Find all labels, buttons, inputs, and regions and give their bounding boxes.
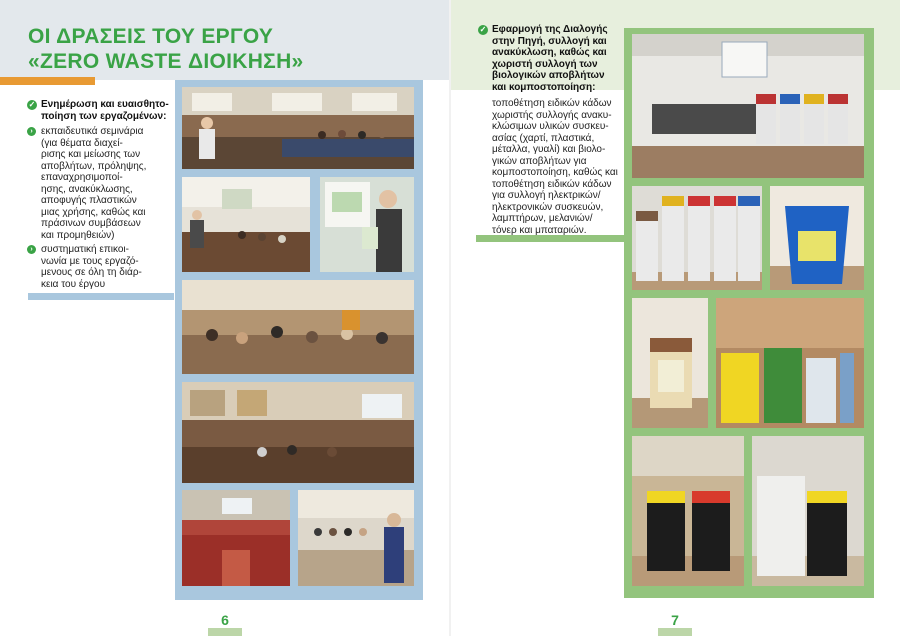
page-number-left: 6 [221, 612, 229, 628]
item-line: μιας χρήσης, καθώς και [41, 206, 146, 218]
item-line: συστηματική επικοι- [41, 244, 129, 255]
right-column-rule [476, 235, 624, 242]
page-spine [449, 0, 451, 636]
heading-line: στην Πηγή, συλλογή και [492, 35, 607, 47]
body-line: ηλεκτρονικών συσκευών, [492, 201, 604, 213]
photo-workshop-audience [182, 280, 414, 374]
heading-line: Εφαρμογή της Διαλογής [492, 24, 608, 35]
list-item [27, 126, 175, 241]
body-line: τοποθέτηση ειδικών κάδων [492, 178, 612, 190]
photo-lecture [298, 490, 414, 586]
heading-line: ανακύκλωση, καθώς και [492, 47, 607, 58]
check-circle-icon: ✓ [28, 100, 36, 109]
photo-blue-bin [770, 186, 864, 290]
item-line: ρισης και μείωσης των [41, 149, 141, 160]
heading-line: ποίηση των εργαζομένων: [41, 110, 167, 122]
heading-line: χωριστή συλλογή των [492, 58, 598, 70]
body-line: γικών αποβλήτων για [492, 155, 587, 167]
body-line: μέταλλα, γυαλί) και βιολο- [492, 144, 606, 155]
check-circle-icon: ✓ [479, 25, 487, 34]
photo-presenter [320, 177, 414, 272]
left-column-rule [28, 293, 174, 300]
section-body [478, 98, 624, 236]
item-line: αποφυγής πλαστικών [41, 195, 137, 206]
title-line-1: ΟΙ ΔΡΑΣΕΙΣ ΤΟΥ ΕΡΓΟΥ [28, 25, 274, 48]
photo-conference-room [182, 382, 414, 483]
body-line: τόνερ και μπαταριών. [492, 224, 587, 236]
heading-line: και κομποστοποίηση: [492, 81, 596, 93]
photo-meeting-room [182, 177, 310, 272]
heading-line: βιολογικών αποβλήτων [492, 70, 605, 81]
body-line: χωριστής συλλογής ανακυ- [492, 109, 612, 121]
item-line: επαναχρησιμοποί- [41, 172, 123, 183]
photo-copier-bin [752, 436, 864, 586]
item-line: ησης, ανακύκλωσης, [41, 183, 133, 195]
body-line: τοποθέτηση ειδικών κάδων [492, 98, 612, 109]
right-text-column [478, 24, 624, 236]
item-line: νωνία με τους εργαζό- [41, 255, 139, 267]
section-heading [478, 24, 624, 93]
photo-bins-pair [632, 436, 744, 586]
title-line-2: «ZERO WASTE ΔΙΟΙΚΗΣΗ» [28, 50, 304, 73]
item-line: αποβλήτων, πρόληψης, [41, 160, 147, 172]
item-line: εκπαιδευτικά σεμινάρια [41, 126, 144, 137]
body-line: ασίας (χαρτί, πλαστικά, [492, 132, 595, 144]
body-line: κλώσιμων υλικών συσκευ- [492, 121, 609, 132]
title-accent-bar [0, 77, 95, 85]
photo-auditorium [182, 490, 290, 586]
page-title [28, 24, 304, 74]
photo-recycling-station [632, 186, 762, 290]
arrow-circle-icon: › [27, 245, 36, 254]
arrow-circle-icon: › [27, 127, 36, 136]
photo-seminar-hall [182, 87, 414, 169]
page-tab-right [658, 628, 692, 636]
page-number-right: 7 [671, 612, 679, 628]
item-line: και προμηθειών) [41, 229, 115, 241]
body-line: λαμπτήρων, μελανιών/ [492, 213, 593, 224]
photo-ewaste-bins [716, 298, 864, 428]
page-tab-left [208, 628, 242, 636]
item-line: (για θέματα διαχεί- [41, 137, 123, 149]
photo-compost-bin [632, 298, 708, 428]
item-line: μενους σε όλη τη διάρ- [41, 267, 142, 278]
item-line: κεια του έργου [41, 278, 106, 290]
left-text-column [27, 99, 175, 290]
photo-lobby-bins [632, 34, 864, 178]
item-line: πράσινων συμβάσεων [41, 218, 141, 229]
section-heading [27, 99, 175, 122]
body-line: κομποστοποίηση, καθώς και [492, 167, 618, 178]
body-line: για συλλογή ηλεκτρικών/ [492, 190, 601, 201]
heading-line: Ενημέρωση και ευαισθητο- [41, 99, 169, 110]
list-item [27, 244, 175, 290]
